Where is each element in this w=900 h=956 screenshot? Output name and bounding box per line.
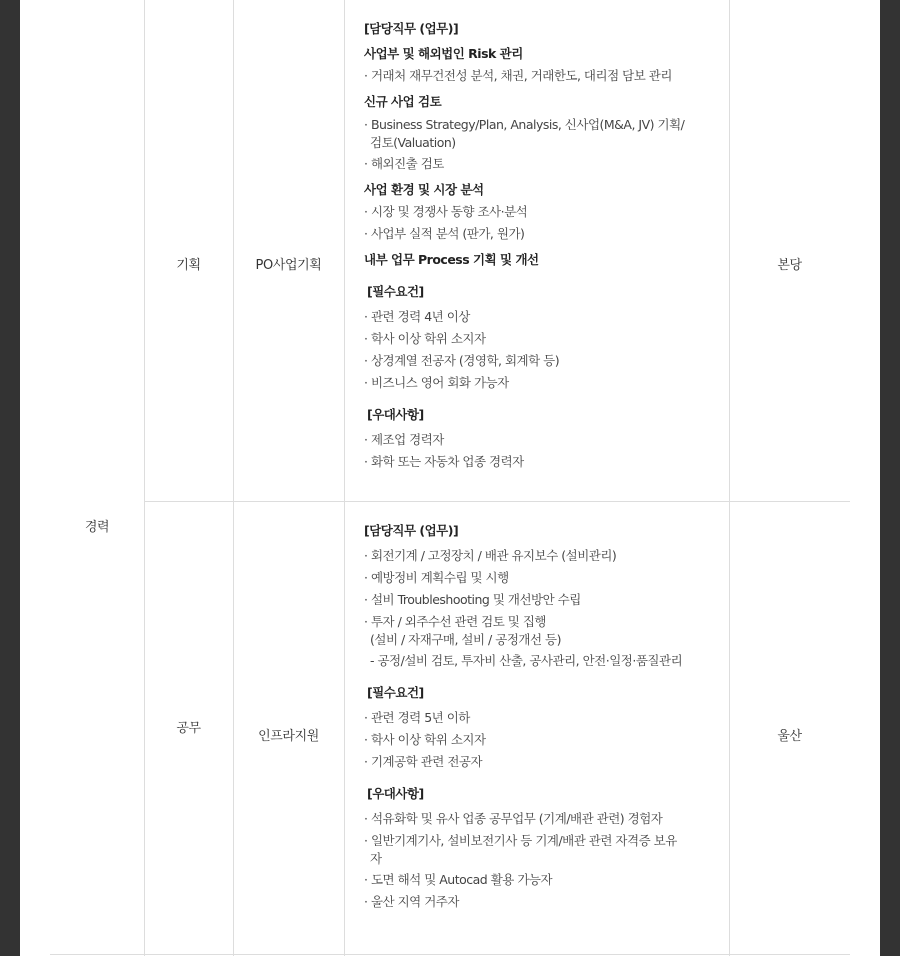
required-item: · 상경계열 전공자 (경영학, 회계학 등) bbox=[364, 353, 560, 368]
preferred-item: · 울산 지역 거주자 bbox=[364, 894, 459, 909]
required-item: · 학사 이상 학위 소지자 bbox=[364, 732, 486, 747]
duty-item: · 투자 / 외주수선 관련 검토 및 집행 bbox=[364, 614, 546, 629]
preferred-item: · 화학 또는 자동차 업종 경력자 bbox=[364, 454, 524, 469]
required-item: · 기계공학 관련 전공자 bbox=[364, 754, 483, 769]
recruitment-table bbox=[20, 0, 880, 956]
career-category: 경력 bbox=[84, 520, 110, 535]
duty-title: 내부 업무 Process 기획 및 개선 bbox=[364, 252, 539, 267]
duty-item: · 설비 Troubleshooting 및 개선방안 수립 bbox=[364, 592, 581, 607]
preferred-item: · 일반기계기사, 설비보전기사 등 기계/배관 관련 자격증 보유자 bbox=[364, 833, 677, 866]
duty-item: · 시장 및 경쟁사 동향 조사·분석 bbox=[364, 204, 528, 219]
preferred-item: · 도면 해석 및 Autocad 활용 가능자 bbox=[364, 872, 553, 887]
duty-title: 신규 사업 검토 bbox=[364, 94, 442, 109]
column-divider bbox=[144, 0, 145, 956]
duty-item-detail: - 공정/설비 검토, 투자비 산출, 공사관리, 안전·일정·품질관리 bbox=[370, 653, 683, 668]
duty-item: · 회전기계 / 고정장치 / 배관 유지보수 (설비관리) bbox=[364, 548, 617, 563]
preferred-item: · 제조업 경력자 bbox=[364, 432, 444, 447]
row1-location: 본당 bbox=[777, 258, 802, 273]
column-divider bbox=[729, 0, 730, 956]
required-item: · 관련 경력 4년 이상 bbox=[364, 309, 470, 324]
table-bottom-border bbox=[50, 954, 850, 955]
required-heading: [필수요건] bbox=[367, 284, 424, 299]
preferred-heading: [우대사항] bbox=[367, 786, 424, 801]
row2-job-title: 인프라지원 bbox=[258, 729, 319, 744]
required-item: · 비즈니스 영어 회화 가능자 bbox=[364, 375, 509, 390]
duty-heading: [담당직무 (업무)] bbox=[364, 21, 459, 36]
duty-item: · 거래처 재무건전성 분석, 채권, 거래한도, 대리점 담보 관리 bbox=[364, 68, 672, 83]
required-item: · 관련 경력 5년 이하 bbox=[364, 710, 470, 725]
column-divider bbox=[233, 0, 234, 956]
duty-item: · Business Strategy/Plan, Analysis, 신사업(M&A, JV) 기획/검토(Valuation) bbox=[364, 117, 685, 150]
row2-location: 울산 bbox=[777, 729, 802, 744]
row1-job-title: PO사업기획 bbox=[255, 258, 322, 273]
duty-title: 사업 환경 및 시장 분석 bbox=[364, 182, 484, 197]
preferred-item: · 석유화학 및 유사 업종 공무업무 (기계/배관 관련) 경험자 bbox=[364, 811, 663, 826]
required-heading: [필수요건] bbox=[367, 685, 424, 700]
duty-item: · 사업부 실적 분석 (판가, 원가) bbox=[364, 226, 525, 241]
row-divider bbox=[144, 501, 850, 502]
required-item: · 학사 이상 학위 소지자 bbox=[364, 331, 486, 346]
preferred-heading: [우대사항] bbox=[367, 407, 424, 422]
duty-item-detail: (설비 / 자재구매, 설비 / 공정개선 등) bbox=[370, 632, 561, 647]
duty-heading: [담당직무 (업무)] bbox=[364, 523, 459, 538]
duty-item: · 예방정비 계획수립 및 시행 bbox=[364, 570, 509, 585]
row2-duty-description bbox=[364, 520, 704, 913]
duty-item: · 해외진출 검토 bbox=[364, 156, 444, 171]
row1-field: 기획 bbox=[176, 258, 201, 273]
column-divider bbox=[344, 0, 345, 956]
duty-title: 사업부 및 해외법인 Risk 관리 bbox=[364, 46, 523, 61]
row2-field: 공무 bbox=[176, 721, 201, 736]
row1-duty-description bbox=[364, 18, 704, 473]
